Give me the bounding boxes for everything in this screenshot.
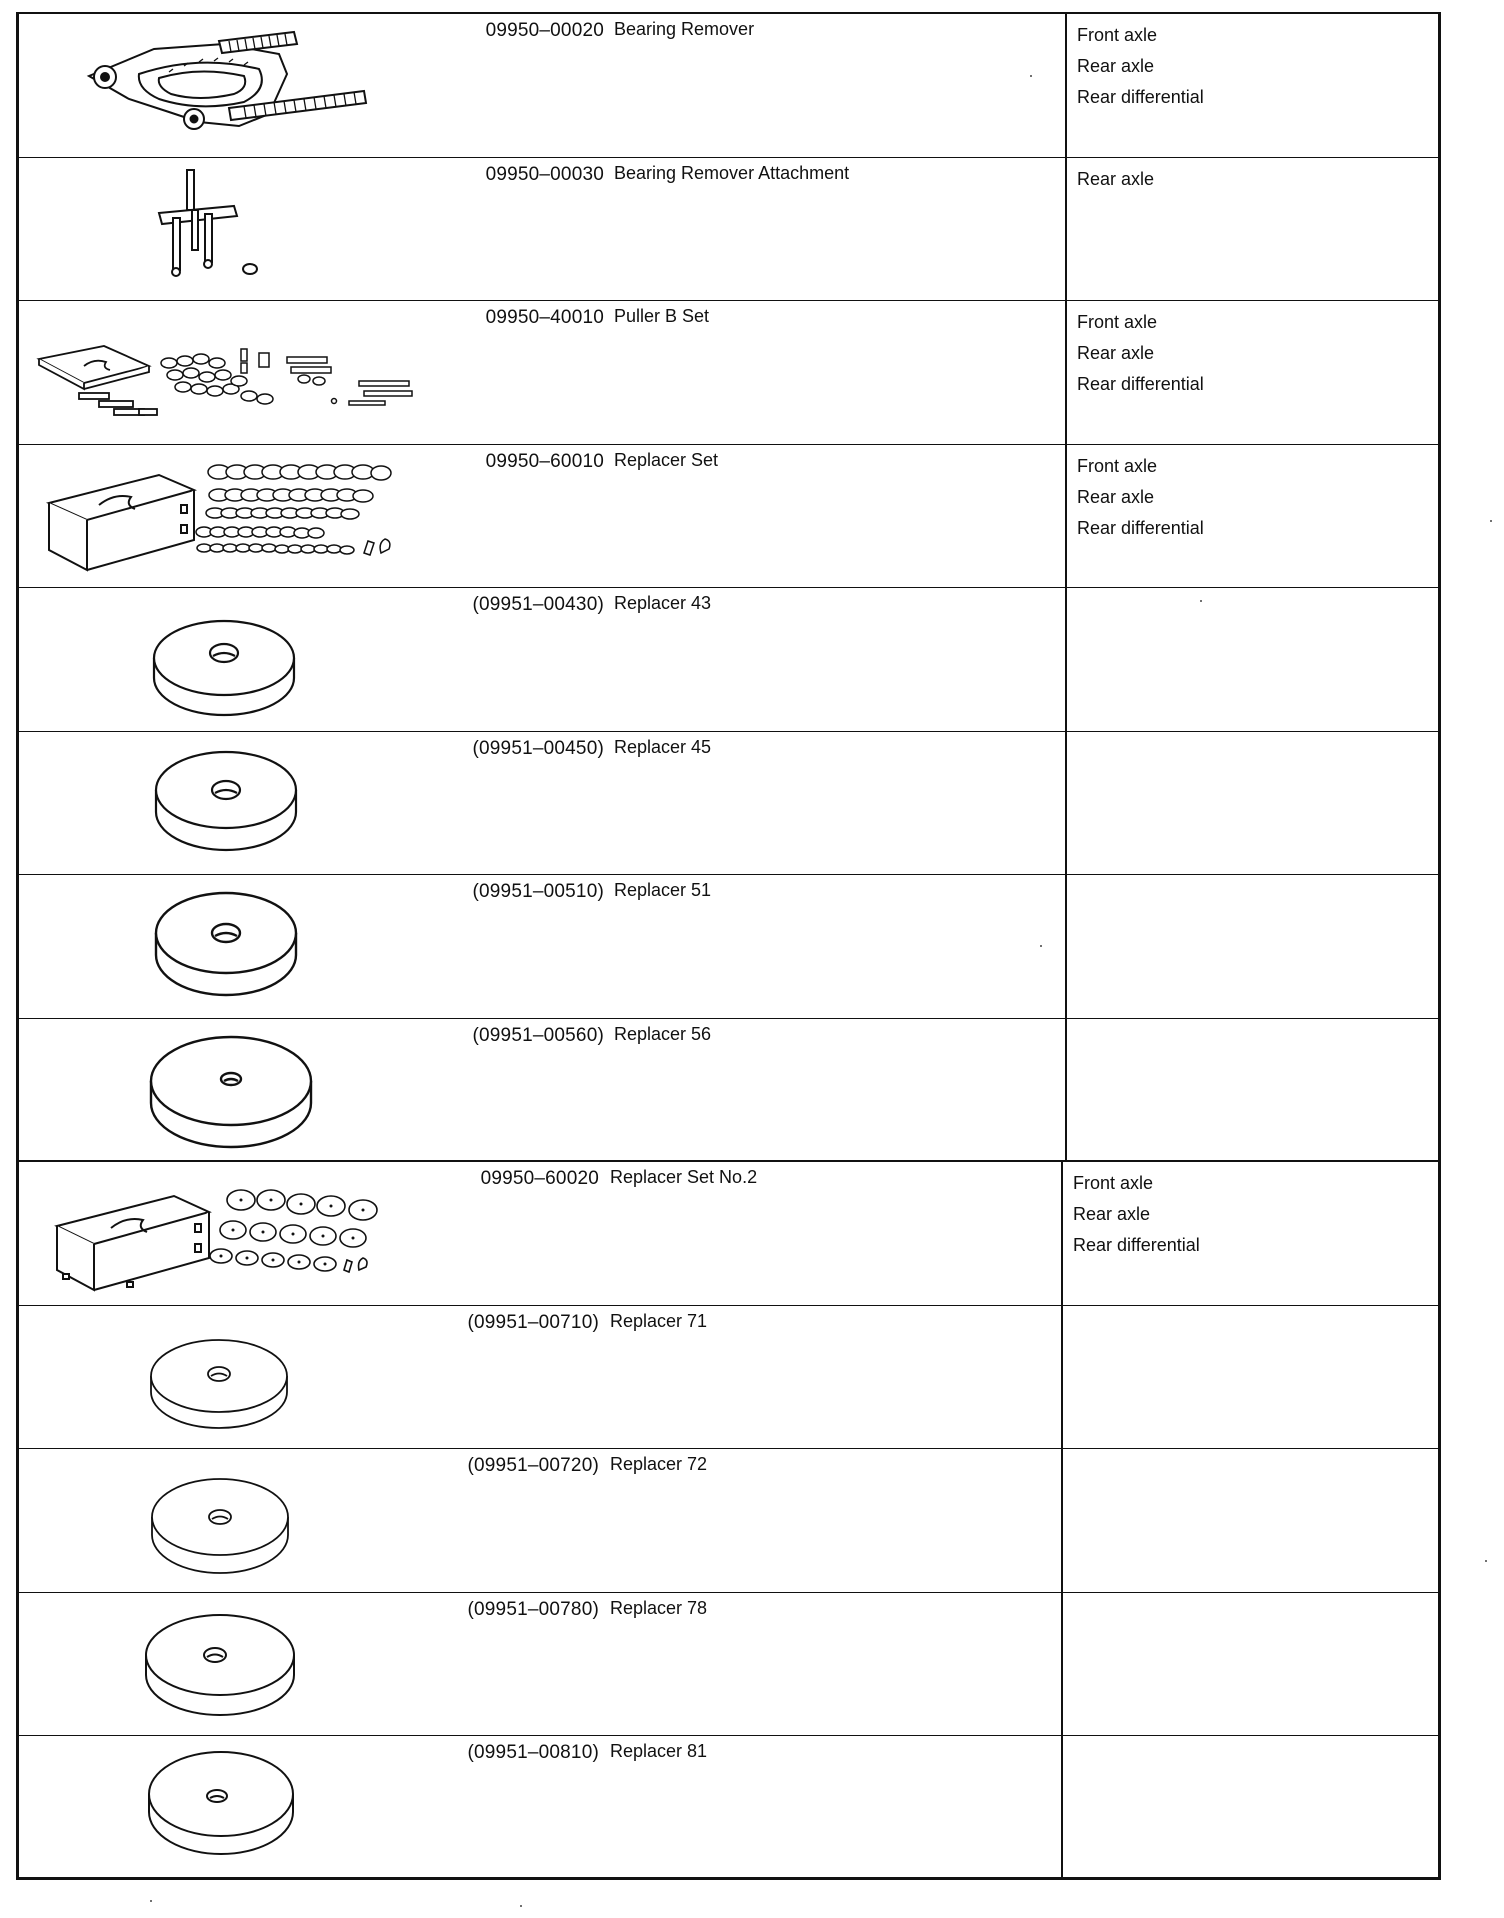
replacer-disc-illustration (19, 588, 439, 731)
tool-name: Bearing Remover (614, 19, 755, 39)
usage-item: Rear differential (1073, 1235, 1200, 1255)
scan-speck (1030, 75, 1032, 77)
part-number: 09950–60020 (480, 1168, 599, 1189)
usage-item: Rear axle (1073, 1204, 1151, 1224)
usage-item: Rear axle (1077, 343, 1155, 363)
scan-speck (520, 1905, 522, 1907)
scan-speck (150, 1900, 152, 1902)
usage-list (1077, 451, 1204, 544)
table-row (19, 1162, 1438, 1306)
tool-name: Puller B Set (614, 306, 710, 326)
usage-item: Rear differential (1077, 517, 1204, 538)
replacer-disc-illustration (19, 1449, 439, 1592)
table-row (19, 158, 1438, 302)
usage-list (1077, 164, 1154, 195)
usage-item: Front axle (1073, 1173, 1154, 1193)
tool-name: Replacer 78 (610, 1597, 708, 1618)
usage-item: Rear axle (1077, 486, 1155, 507)
scan-speck (1040, 945, 1042, 947)
usage-item: Front axle (1077, 455, 1158, 476)
part-number: 09950–60010 (485, 450, 604, 472)
table-row (19, 1019, 1438, 1163)
part-number: (09951–00720) (467, 1455, 599, 1476)
part-number: (09951–00560) (472, 1024, 604, 1046)
scan-speck (1485, 1560, 1487, 1562)
tool-name: Replacer 51 (614, 880, 712, 900)
part-number: (09951–00710) (467, 1311, 599, 1333)
tool-name: Replacer Set (614, 449, 719, 470)
table-row (19, 732, 1438, 876)
usage-list (1073, 1168, 1200, 1261)
usage-item: Rear axle (1077, 168, 1155, 189)
scan-speck (1200, 600, 1202, 602)
part-number: (09951–00430) (472, 594, 604, 615)
table-row (19, 301, 1438, 445)
part-number: (09951–00450) (472, 737, 604, 759)
tool-name: Replacer 81 (610, 1741, 708, 1761)
part-number: 09950–00020 (485, 20, 604, 41)
usage-item: Front axle (1077, 312, 1158, 332)
replacer-disc-illustration (19, 732, 439, 875)
table-row (19, 1593, 1438, 1737)
replacer-set-case-illustration (19, 1162, 439, 1305)
usage-item: Rear axle (1077, 56, 1155, 76)
tool-name: Bearing Remover Attachment (614, 162, 850, 183)
part-number: (09951–00510) (472, 881, 604, 902)
replacer-disc-illustration (19, 1736, 439, 1880)
table-row (19, 14, 1438, 158)
tool-name: Replacer 72 (610, 1454, 708, 1474)
part-number: 09950–40010 (485, 307, 604, 328)
tool-name: Replacer 71 (610, 1310, 708, 1331)
table-row (19, 445, 1438, 589)
part-number: 09950–00030 (485, 163, 604, 185)
puller-set-illustration (19, 301, 439, 444)
tool-name: Replacer Set No.2 (610, 1167, 758, 1187)
usage-item: Rear differential (1077, 87, 1204, 107)
scan-speck (1490, 520, 1492, 522)
usage-item: Rear differential (1077, 374, 1204, 394)
replacer-disc-illustration (19, 875, 439, 1018)
replacer-disc-illustration (19, 1306, 439, 1449)
special-tools-table (16, 12, 1441, 1880)
usage-list (1077, 307, 1204, 400)
bearing-remover-attachment-illustration (19, 158, 439, 301)
table-row (19, 1449, 1438, 1593)
replacer-disc-illustration (19, 1593, 439, 1736)
usage-item: Front axle (1077, 25, 1158, 45)
usage-list (1077, 20, 1204, 113)
bearing-remover-illustration (19, 14, 439, 157)
table-row (19, 1736, 1438, 1880)
part-number: (09951–00810) (467, 1742, 599, 1763)
replacer-set-case-illustration (19, 445, 439, 588)
part-number: (09951–00780) (467, 1598, 599, 1620)
table-row (19, 1306, 1438, 1450)
replacer-disc-illustration (19, 1019, 439, 1161)
table-row (19, 588, 1438, 732)
tool-name: Replacer 45 (614, 736, 712, 757)
tool-name: Replacer 43 (614, 593, 712, 613)
table-row (19, 875, 1438, 1019)
tool-name: Replacer 56 (614, 1023, 712, 1044)
